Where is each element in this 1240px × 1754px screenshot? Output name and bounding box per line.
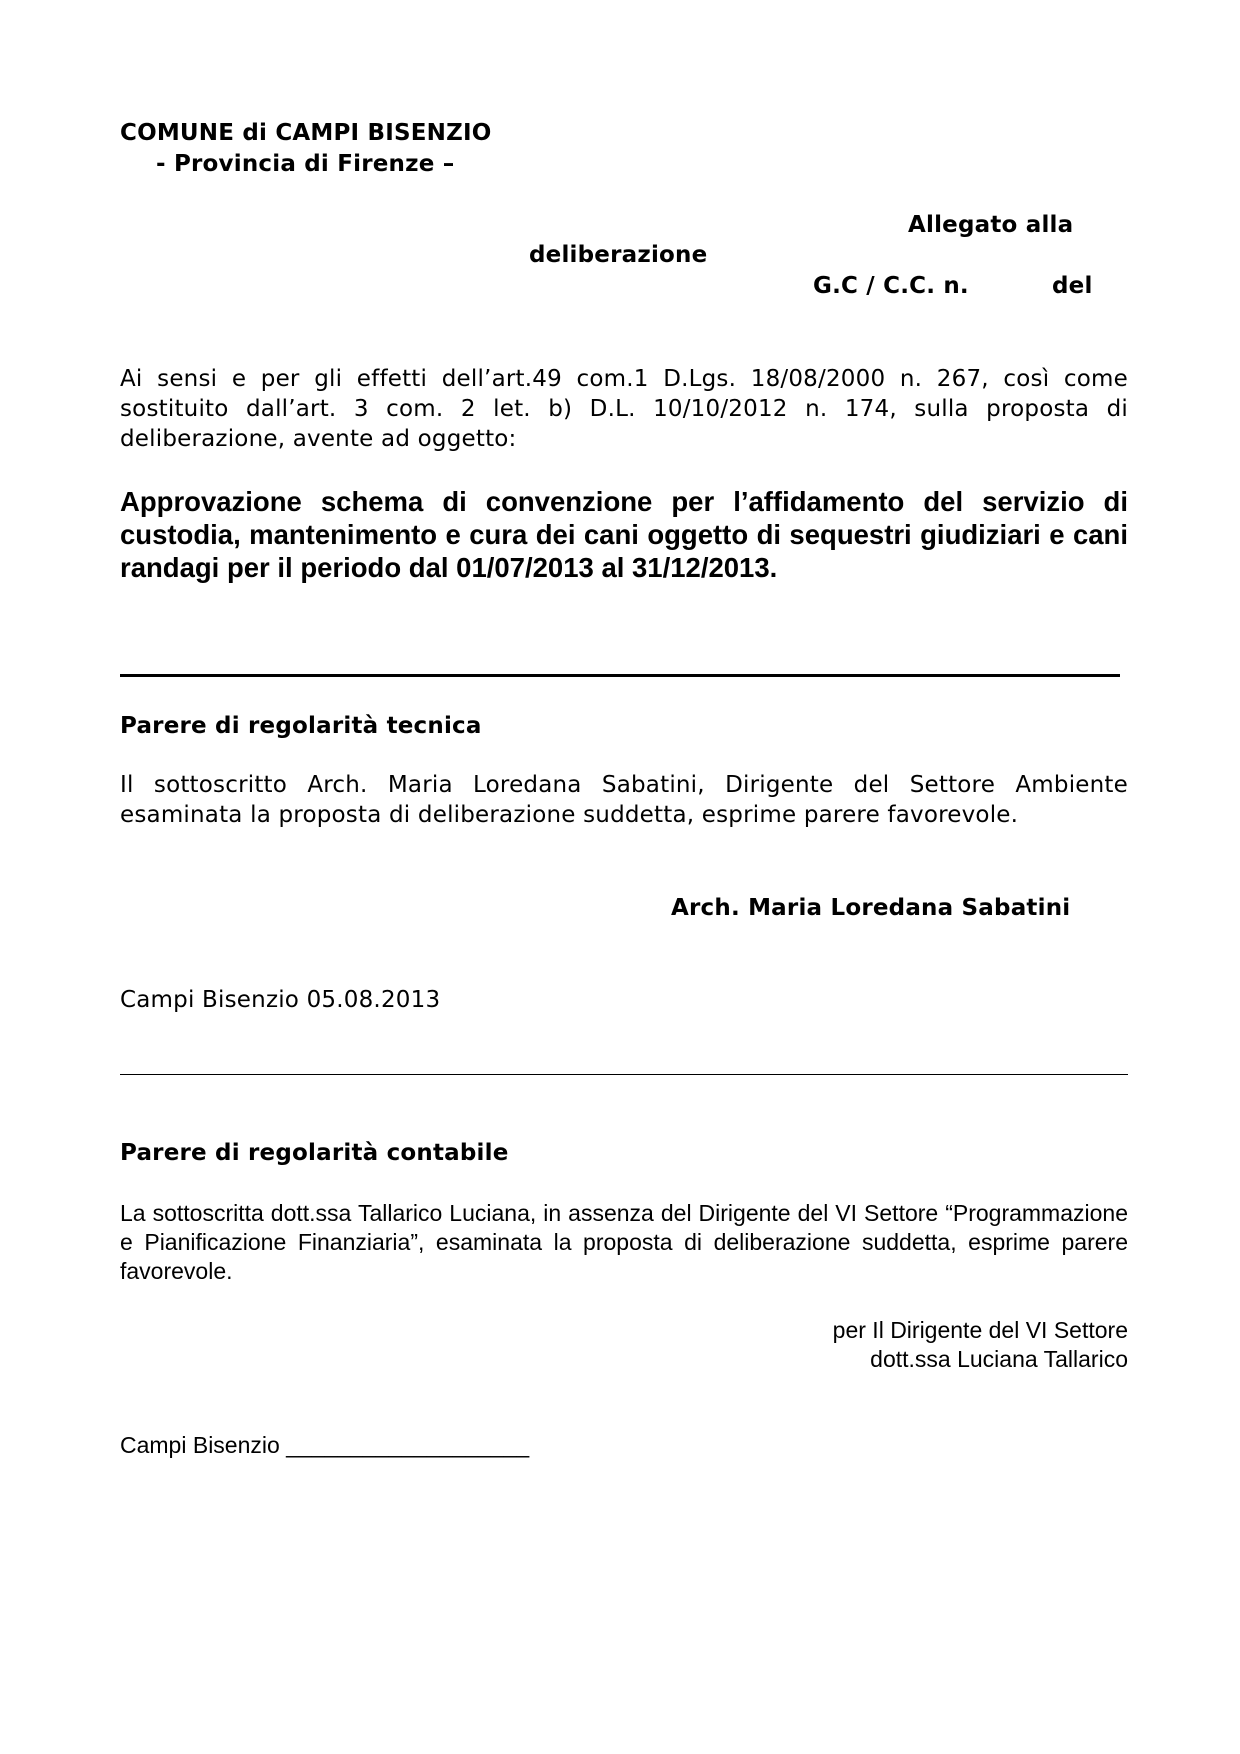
del-label: del [1052,273,1093,299]
tecnica-signature: Arch. Maria Loredana Sabatini [671,895,1071,921]
section-divider-thin [120,1074,1128,1075]
intro-paragraph: Ai sensi e per gli effetti dell’art.49 com.1 D.Lgs. 18/08/2000 n. 267, così come sostituito dall’art. 3 com. 2 let. b) D.L. 10/10/2012 n. 174, sulla proposta di deliberazione, avente ad oggetto: [120,366,1128,452]
contabile-body: La sottoscritta dott.ssa Tallarico Luciana, in assenza del Dirigente del VI Settore “Programmazione e Pianificazione Finanziaria”, esaminata la proposta di deliberazione suddetta, esprime parere favorevole. [120,1200,1128,1284]
comune-title: COMUNE di CAMPI BISENZIO [120,120,492,146]
allegato-label: Allegato alla [908,212,1074,238]
contabile-place: Campi Bisenzio ___________________ [120,1432,530,1458]
contabile-signature-name: dott.ssa Luciana Tallarico [870,1346,1128,1372]
section-divider-thick [120,674,1120,677]
contabile-signature-role: per Il Dirigente del VI Settore [832,1317,1128,1343]
deliberazione-label: deliberazione [529,242,708,268]
oggetto-paragraph: Approvazione schema di convenzione per l’affidamento del servizio di custodia, mantenimento e cura dei cani oggetto di sequestri giudiziari e cani randagi per il periodo dal 01/07/2013 al 31/12/2013. [120,486,1128,583]
contabile-heading: Parere di regolarità contabile [120,1140,509,1166]
tecnica-body: Il sottoscritto Arch. Maria Loredana Sabatini, Dirigente del Settore Ambiente esaminata la proposta di deliberazione suddetta, esprime parere favorevole. [120,772,1128,828]
gc-cc-label: G.C / C.C. n. [813,273,969,299]
tecnica-place-date: Campi Bisenzio 05.08.2013 [120,987,441,1013]
tecnica-heading: Parere di regolarità tecnica [120,713,482,739]
provincia-subtitle: - Provincia di Firenze – [156,151,455,177]
